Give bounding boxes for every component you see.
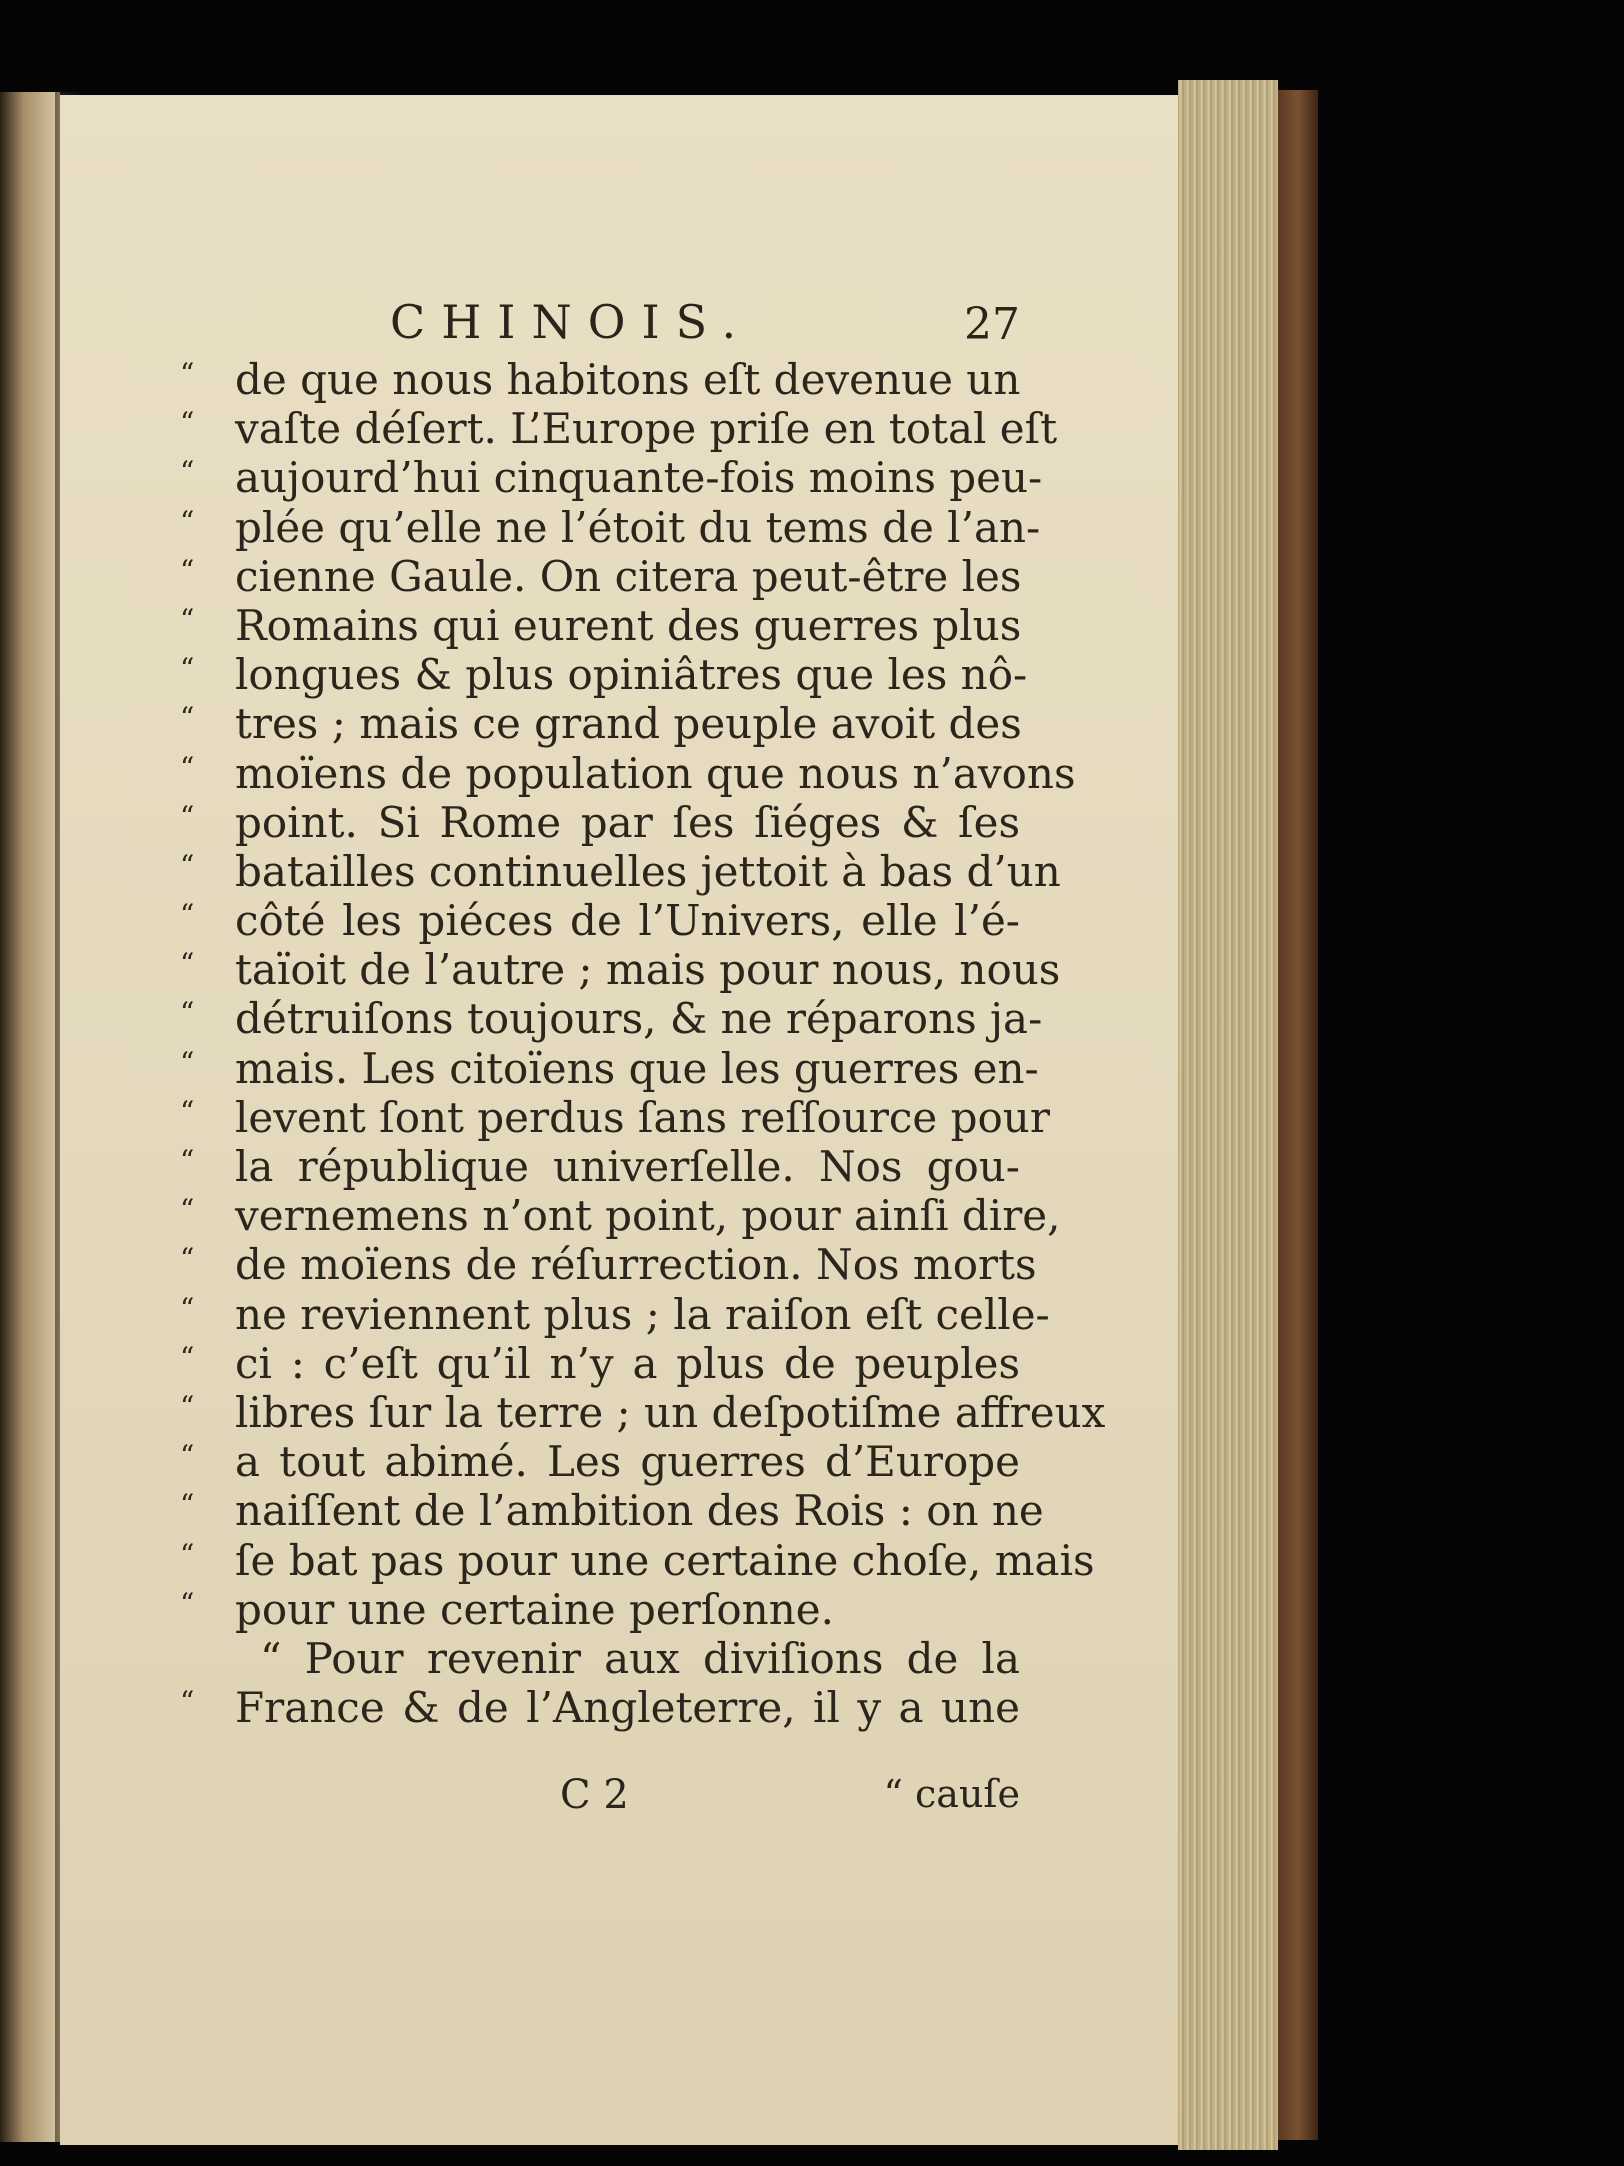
line-text: plée qu’elle ne l’étoit du tems de l’an- [235,502,1041,552]
text-line [180,1191,1061,1241]
quote-mark: “ [180,652,195,686]
text-line [180,896,1020,945]
text-line [180,1043,1039,1093]
left-page-edge [0,92,60,2142]
text-line [180,355,1020,404]
line-text: vernemens n’ont point, pour ainſi dire, [235,1191,1061,1241]
text-line [180,1289,1050,1339]
text-line [180,945,1061,995]
quote-mark: “ [180,455,195,489]
line-text: pour une certaine perſonne. [235,1584,834,1634]
line-text: de moïens de réſurrection. Nos morts [235,1240,1037,1290]
quote-mark: “ [180,1537,195,1571]
line-text: point. Si Rome par ſes ſiéges & ſes [235,797,1020,847]
quote-mark: “ [180,504,195,538]
text-line [180,1387,1106,1437]
body-text [180,355,1106,1733]
line-text: naiſſent de l’ambition des Rois : on ne [235,1486,1044,1536]
quote-mark: “ [180,898,195,932]
text-line [180,748,1076,798]
line-text: libres ſur la terre ; un deſpotiſme affreux [235,1387,1106,1437]
text-line [180,650,1028,700]
quote-mark: “ [180,701,195,735]
line-text: levent ſont perdus ſans reſſource pour [235,1092,1050,1142]
line-text: vaſte déſert. L’Europe priſe en total eſt [235,404,1058,454]
page-header [390,295,1020,355]
text-line [180,1585,1020,1634]
text-line [180,1486,1044,1536]
quote-mark: “ [180,1045,195,1079]
quote-mark: “ [180,947,195,981]
quote-mark: “ [180,1094,195,1128]
line-text: longues & plus opiniâtres que les nô- [235,650,1028,700]
line-text: aujourd’hui cinquante-fois moins peu- [235,453,1043,503]
text-line [180,994,1043,1044]
line-text: ne reviennent plus ; la raiſon eſt celle- [235,1289,1050,1339]
quote-mark: “ [180,1193,195,1227]
line-text: détruiſons toujours, & ne réparons ja- [235,994,1043,1044]
text-line [180,502,1041,552]
quote-mark: “ [180,1439,195,1473]
text-line [180,1339,1020,1388]
quote-mark: “ [180,1488,195,1522]
text-line [180,846,1061,896]
quote-mark: “ [180,750,195,784]
book-binding [1278,90,1318,2140]
quote-mark: “ [180,799,195,833]
quote-mark: “ [180,848,195,882]
signature-mark: C 2 [560,1772,629,1818]
line-text: France & de l’Angleterre, il y a une [235,1683,1020,1733]
text-line [180,453,1043,503]
quote-mark: “ [180,996,195,1030]
line-text: la république univerſelle. Nos gou- [235,1142,1020,1191]
quote-mark: “ [180,1586,195,1620]
quote-mark: “ [180,1242,195,1276]
line-text: mais. Les citoïens que les guerres en- [235,1043,1039,1093]
quote-mark: “ [180,357,195,390]
text-line [180,601,1020,650]
running-title: CHINOIS. [390,295,753,349]
catchword: “ cauſe [883,1772,1020,1816]
line-text: cienne Gaule. On citera peut-être les [235,551,1022,601]
line-text: ſe bat pas pour une certaine choſe, mais [235,1535,1095,1585]
quote-mark: “ [180,406,195,440]
quote-mark: “ [180,1144,195,1177]
text-line [180,798,1020,847]
line-text: Romains qui eurent des guerres plus [235,600,1022,650]
page-footer [540,1772,1020,1828]
text-line [180,1683,1020,1732]
text-line [180,1437,1020,1486]
quote-mark: “ [180,602,195,636]
line-text: tres ; mais ce grand peuple avoit des [235,699,1022,749]
quote-mark: “ [180,1340,195,1374]
line-text: de que nous habitons eſt devenue un [235,355,1021,404]
text-line [180,1092,1050,1142]
text-line [180,1634,1020,1683]
quote-mark: “ [180,1389,195,1423]
page-number: 27 [964,299,1020,350]
line-text: “ Pour revenir aux diviſions de la [260,1633,1020,1683]
line-text: a tout abimé. Les guerres d’Europe [235,1437,1020,1487]
line-text: moïens de population que nous n’avons [235,748,1076,798]
text-line [180,404,1058,454]
quote-mark: “ [180,1291,195,1325]
text-line [180,1142,1020,1191]
quote-mark: “ [180,1685,195,1719]
line-text: batailles continuelles jettoit à bas d’un [235,846,1061,896]
text-line [180,699,1020,748]
text-line [180,1535,1095,1585]
quote-mark: “ [180,553,195,587]
line-text: côté les piéces de l’Univers, elle l’é- [235,896,1020,946]
line-text: ci : c’eſt qu’il n’y a plus de peuples [235,1338,1020,1388]
page-block-edge [1178,80,1278,2150]
text-line [180,552,1020,601]
line-text: taïoit de l’autre ; mais pour nous, nous [235,945,1061,995]
text-line [180,1240,1037,1290]
